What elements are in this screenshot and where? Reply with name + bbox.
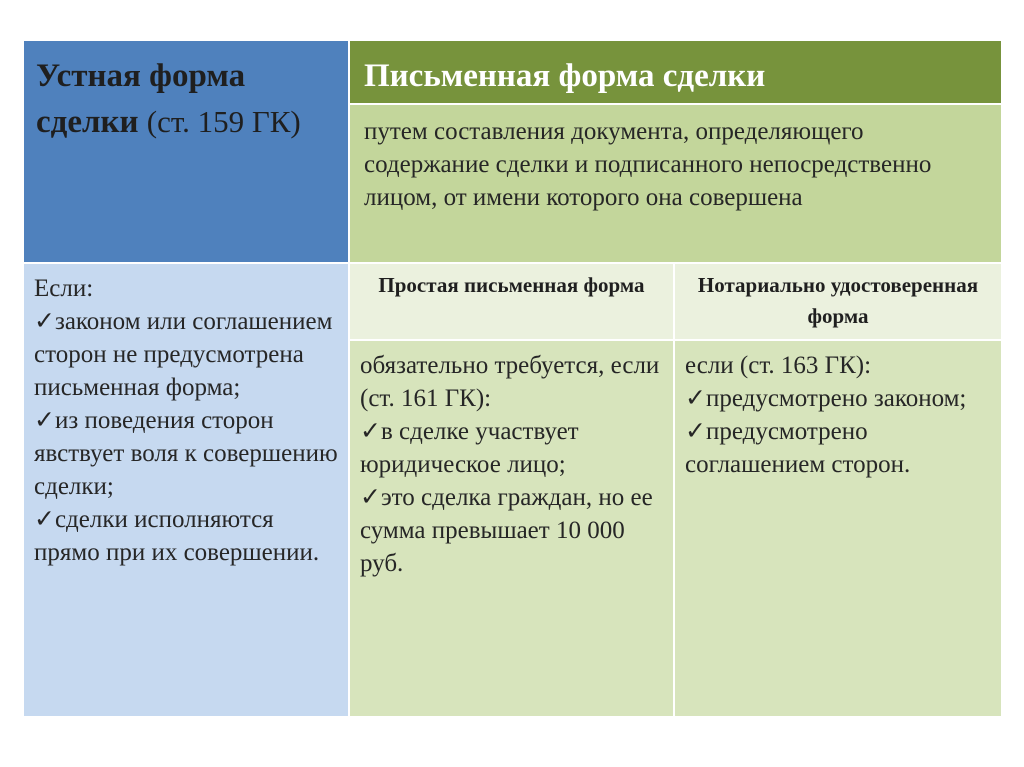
check-icon: ✓ xyxy=(34,308,55,335)
oral-form-list xyxy=(34,272,338,569)
list-item-text: предусмотрено соглашением сторон. xyxy=(685,418,911,478)
list-item xyxy=(34,503,338,569)
list-item-text: в сделке участвует юридическое лицо; xyxy=(360,418,579,478)
simple-written-form-title: Простая письменная форма xyxy=(378,273,645,297)
simple-form-intro: обязательно требуется, если (ст. 161 ГК): xyxy=(360,352,660,412)
list-item xyxy=(34,404,338,503)
list-item-text: сделки исполняются прямо при их совершении. xyxy=(34,506,320,566)
list-item xyxy=(685,382,991,415)
check-icon: ✓ xyxy=(685,385,706,412)
simple-written-form-conditions xyxy=(350,341,673,716)
list-item xyxy=(360,415,663,481)
list-item xyxy=(34,305,338,404)
written-form-description: путем составления документа, определяющего содержание сделки и подписанного непосредственно лицом, от имени которого она совершена xyxy=(364,118,932,211)
notarial-form-conditions xyxy=(675,341,1001,716)
check-icon: ✓ xyxy=(360,484,381,511)
written-form-title: Письменная форма сделки xyxy=(364,58,766,94)
oral-form-header xyxy=(24,41,348,262)
oral-form-intro: Если: xyxy=(34,275,94,302)
list-item-text: из поведения сторон явствует воля к совершению сделки; xyxy=(34,407,338,500)
simple-written-form-list xyxy=(360,349,663,580)
list-item-text: это сделка граждан, но ее сумма превышает 10 000 руб. xyxy=(360,484,653,577)
list-item xyxy=(360,481,663,580)
simple-written-form-header xyxy=(350,264,673,339)
written-form-header xyxy=(350,41,1001,103)
notarial-form-title: Нотариально удостоверенная форма xyxy=(697,273,979,328)
oral-form-conditions xyxy=(24,264,348,716)
check-icon: ✓ xyxy=(34,506,55,533)
notarial-form-intro: если (ст. 163 ГК): xyxy=(685,352,872,379)
notarial-form-header xyxy=(675,264,1001,339)
check-icon: ✓ xyxy=(360,418,381,445)
notarial-form-list xyxy=(685,349,991,481)
list-item-text: законом или соглашением сторон не предусмотрена письменная форма; xyxy=(34,308,333,401)
oral-form-title-bold: Устная форма сделки xyxy=(36,58,246,140)
check-icon: ✓ xyxy=(685,418,706,445)
written-form-description-cell xyxy=(350,105,1001,262)
list-item xyxy=(685,415,991,481)
oral-form-article-ref: (ст. 159 ГК) xyxy=(146,104,301,139)
list-item-text: предусмотрено законом; xyxy=(705,385,967,412)
oral-form-title xyxy=(36,53,336,145)
check-icon: ✓ xyxy=(34,407,55,434)
